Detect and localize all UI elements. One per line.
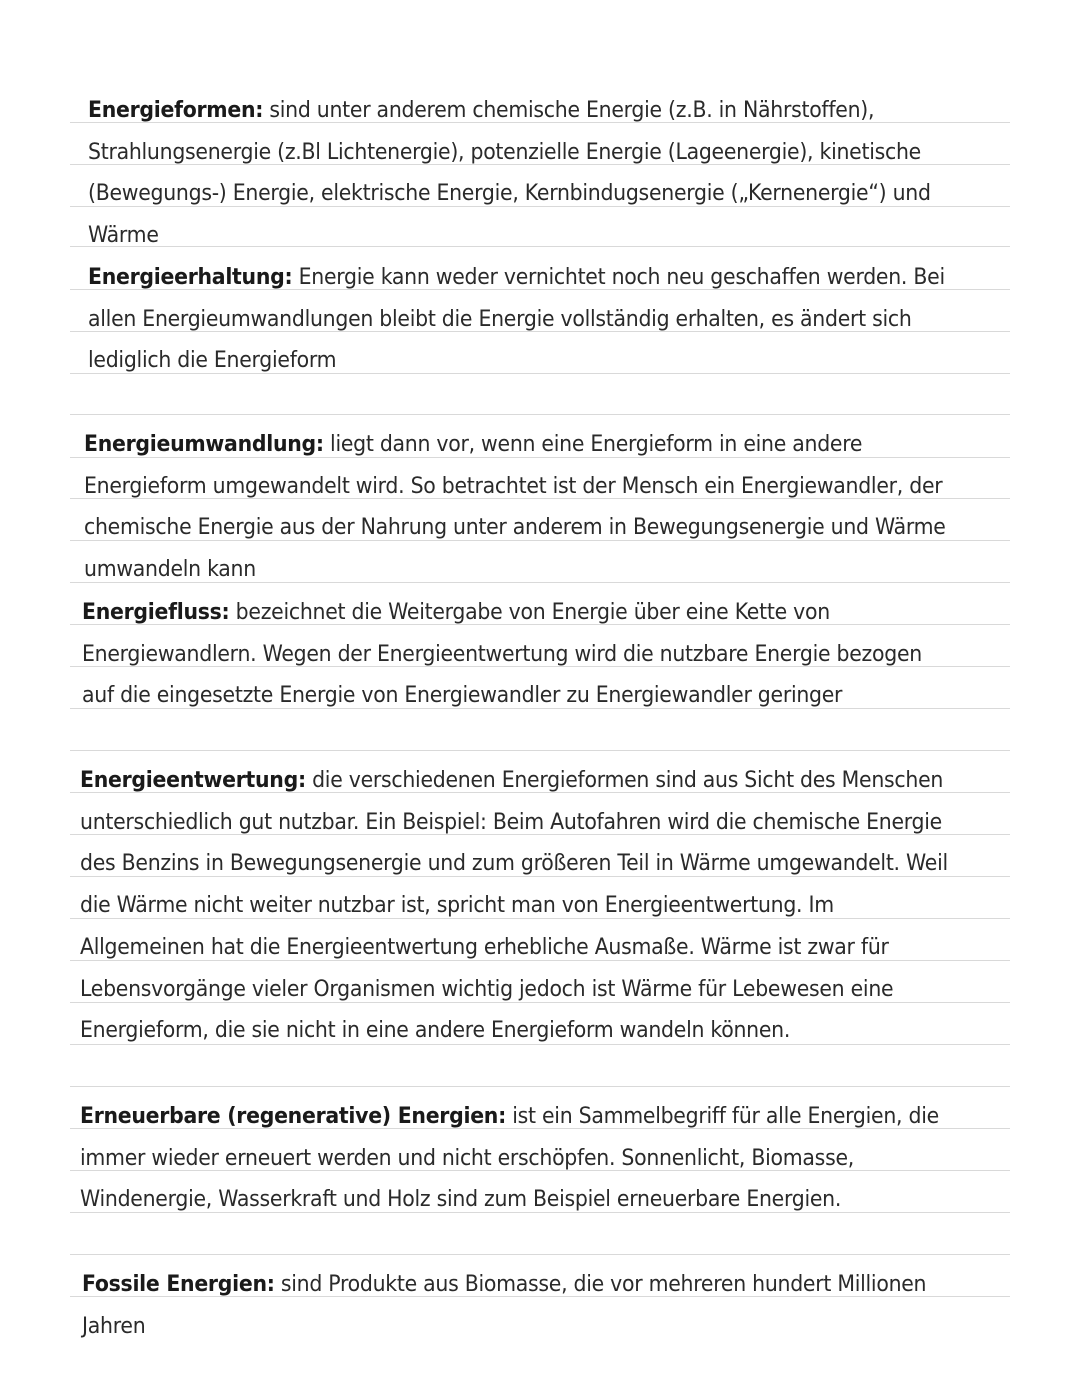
- ruled-line: [70, 414, 1010, 415]
- entry-definition: sind unter anderem chemische Energie (z.B. in Nährstoffen), Strahlungsenergie (z.Bl Lichtenergie), potenzielle Energie (Lageenergie), kinetische (Bewegungs-) Energie, elektrische Energie, Kernbindugsenergie („Kernenergie“) und Wärme: [88, 98, 931, 249]
- glossary-entry-energieerhaltung: [88, 257, 962, 382]
- entry-term: Energieentwertung:: [80, 768, 306, 793]
- entry-definition: die verschiedenen Energieformen sind aus Sicht des Menschen unterschiedlich gut nutzbar. Ein Beispiel: Beim Autofahren wird die chemische Energie des Benzins in Bewegungsenergie und zum größeren Teil in Wärme umgewandelt. Weil die Wärme nicht weiter nutzbar ist, spricht man von Energieentwertung. Im Allgemeinen hat die Energieentwertung erhebliche Ausmaße. Wärme ist zwar für Lebensvorgänge vieler Organismen wichtig jedoch ist Wärme für Lebewesen eine Energieform, die sie nicht in eine andere Energieform wandeln können.: [80, 768, 948, 1044]
- glossary-entry-energieformen: [88, 90, 962, 257]
- glossary-entry-fossile-energien: [82, 1264, 956, 1347]
- entry-definition: liegt dann vor, wenn eine Energieform in eine andere Energieform umgewandelt wird. So betrachtet ist der Mensch ein Energiewandler, der chemische Energie aus der Nahrung unter anderem in Bewegungsenergie und Wärme umwandeln kann: [84, 432, 946, 583]
- glossary-entry-energiefluss: [82, 592, 956, 717]
- glossary-entry-energieumwandlung: [84, 424, 958, 591]
- entry-term: Energieumwandlung:: [84, 432, 324, 457]
- entry-definition: Energie kann weder vernichtet noch neu geschaffen werden. Bei allen Energieumwandlungen bleibt die Energie vollständig erhalten, es ändert sich lediglich die Energieform: [88, 265, 945, 374]
- glossary-entry-energieentwertung: [80, 760, 954, 1052]
- ruled-line: [70, 1086, 1010, 1087]
- entry-term: Energieformen:: [88, 98, 264, 123]
- glossary-entry-erneuerbare-energien: [80, 1096, 954, 1221]
- entry-definition: ist ein Sammelbegriff für alle Energien, die immer wieder erneuert werden und nicht erschöpfen. Sonnenlicht, Biomasse, Windenergie, Wasserkraft und Holz sind zum Beispiel erneuerbare Energien.: [80, 1104, 939, 1213]
- entry-definition: sind Produkte aus Biomasse, die vor mehreren hundert Millionen Jahren: [82, 1272, 927, 1339]
- entry-term: Energiefluss:: [82, 600, 230, 625]
- entry-term: Erneuerbare (regenerative) Energien:: [80, 1104, 506, 1129]
- ruled-line: [70, 750, 1010, 751]
- entry-term: Energieerhaltung:: [88, 265, 293, 290]
- entry-definition: bezeichnet die Weitergabe von Energie über eine Kette von Energiewandlern. Wegen der Energieentwertung wird die nutzbare Energie bezogen auf die eingesetzte Energie von Energiewandler zu Energiewandler geringer: [82, 600, 922, 709]
- entry-term: Fossile Energien:: [82, 1272, 275, 1297]
- ruled-line: [70, 1254, 1010, 1255]
